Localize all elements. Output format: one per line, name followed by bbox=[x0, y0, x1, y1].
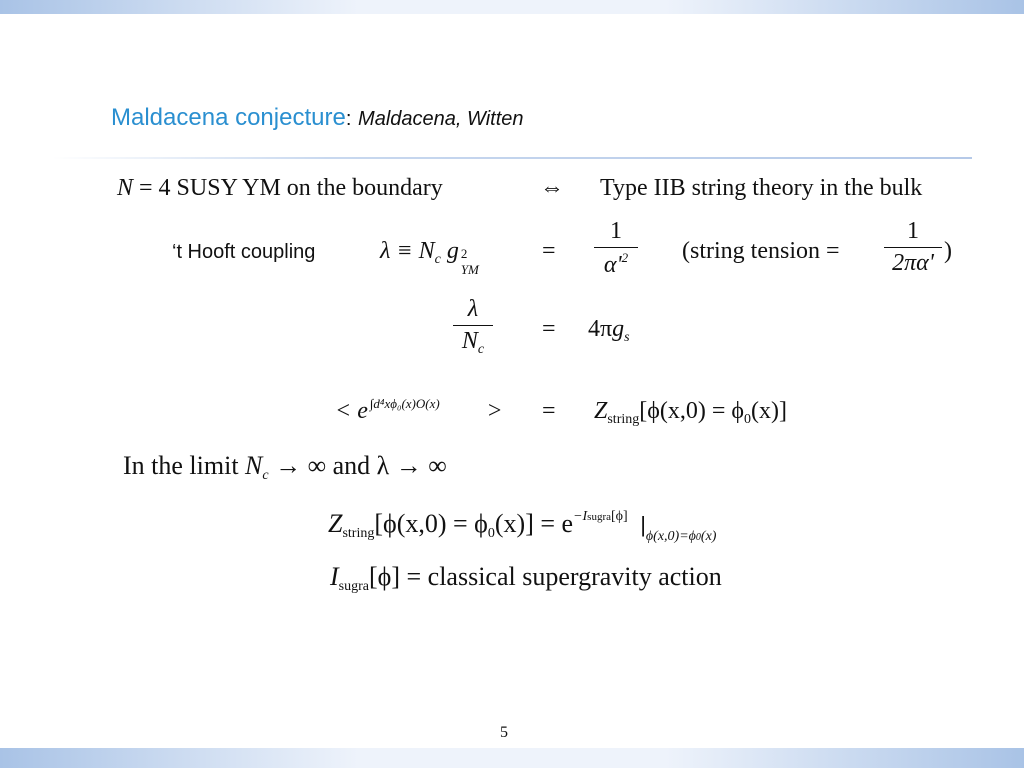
row3-frac-num: λ bbox=[467, 296, 479, 322]
title-main: Maldacena conjecture bbox=[111, 104, 346, 131]
sugra-action-equation bbox=[330, 562, 722, 595]
title-divider bbox=[52, 157, 972, 159]
row2-tension-den: 2πα' bbox=[892, 250, 934, 277]
limit-pre: In the limit bbox=[123, 451, 246, 480]
row4-rhs-end: (x)] bbox=[751, 398, 788, 424]
row3-rhs bbox=[588, 316, 630, 346]
top-decorative-band bbox=[0, 0, 1024, 14]
eq1-exp: −I bbox=[573, 509, 588, 524]
row3-fraction bbox=[453, 296, 493, 358]
row4-rhs bbox=[594, 398, 787, 428]
eq1-eval-sub: 0 bbox=[695, 532, 701, 543]
row2-alpha: α' bbox=[603, 252, 622, 279]
limit-post: → ∞ and λ → ∞ bbox=[268, 451, 447, 480]
row3-4pi: 4π bbox=[588, 316, 613, 342]
eq1-mid: [ϕ(x,0) = ϕ bbox=[374, 509, 488, 538]
row2-coupling-def bbox=[380, 238, 489, 277]
bottom-decorative-band bbox=[0, 748, 1024, 768]
row2-tension-open: (string tension = bbox=[682, 238, 840, 264]
eq1-eval-bar: | bbox=[640, 512, 646, 537]
row4-rhs-sub: 0 bbox=[744, 412, 752, 427]
row3-c: c bbox=[477, 342, 485, 358]
row3-equals: = bbox=[542, 316, 556, 342]
limit-N: N bbox=[245, 451, 263, 480]
row2-g-sup: 2 bbox=[460, 246, 468, 261]
eq1-eval bbox=[646, 529, 717, 544]
eq1-eval-text: ϕ(x,0)=ϕ bbox=[645, 529, 696, 544]
title-authors: Maldacena, Witten bbox=[358, 108, 524, 130]
title-separator: : bbox=[345, 108, 352, 130]
eq1-mid-end: (x)] = e bbox=[494, 509, 574, 538]
row3-s: s bbox=[624, 330, 630, 345]
limit-statement bbox=[123, 451, 447, 484]
row1-left-text: = 4 SUSY YM on the boundary bbox=[133, 175, 443, 201]
eq2-I: I bbox=[330, 562, 339, 591]
eq1-exp-sub: sugra bbox=[587, 511, 611, 523]
row2-tension-fraction bbox=[884, 218, 942, 277]
row2-frac-den bbox=[594, 248, 638, 279]
slide-title bbox=[111, 104, 524, 132]
row1-right: Type IIB string theory in the bulk bbox=[600, 175, 923, 201]
row2-alpha-sup: 2 bbox=[621, 250, 629, 266]
row2-fraction bbox=[594, 218, 638, 279]
limit-c: c bbox=[262, 468, 269, 483]
eq2-rest: [ϕ] = classical supergravity action bbox=[369, 562, 722, 591]
eq1-exponent bbox=[573, 509, 628, 524]
row2-tension-close: ) bbox=[944, 238, 952, 264]
page-number: 5 bbox=[500, 724, 508, 741]
row4-Z-sub: string bbox=[607, 412, 640, 427]
row2-lambda: λ ≡ bbox=[380, 238, 419, 264]
row2-N: N bbox=[418, 238, 435, 264]
row3-N: N bbox=[461, 328, 478, 355]
row2-c: c bbox=[434, 252, 441, 267]
partition-function-equation bbox=[328, 509, 716, 545]
row4-equals: = bbox=[542, 398, 556, 424]
eq1-exp-end: [ϕ] bbox=[611, 509, 628, 524]
row2-g-sub: YM bbox=[460, 262, 479, 277]
eq1-Z-sub: string bbox=[342, 526, 375, 541]
row2-frac-num: 1 bbox=[610, 218, 622, 244]
row4-close: > bbox=[487, 398, 502, 424]
row3-frac-den bbox=[453, 326, 493, 358]
row4-open: < e bbox=[335, 398, 368, 424]
row4-rhs-text: [ϕ(x,0) = ϕ bbox=[639, 398, 745, 424]
eq2-I-sub: sugra bbox=[338, 579, 369, 594]
eq1-mid-sub: 0 bbox=[487, 526, 495, 541]
row2-g: g bbox=[446, 238, 459, 264]
row4-Z: Z bbox=[594, 398, 608, 424]
row4-lhs bbox=[335, 398, 501, 425]
row4-exponent: ∫d⁴xϕ₀(x)O(x) bbox=[369, 396, 440, 411]
row1-left bbox=[117, 175, 443, 202]
row1-N: N bbox=[117, 175, 134, 201]
row2-tension-num: 1 bbox=[907, 218, 919, 244]
eq1-Z: Z bbox=[328, 509, 343, 538]
eq1-eval-end: (x) bbox=[700, 529, 717, 544]
row3-g: g bbox=[612, 316, 625, 342]
row2-equals: = bbox=[542, 238, 556, 264]
row1-equivalence-arrow: ⇔ bbox=[540, 175, 564, 201]
thooft-coupling-label: ‘t Hooft coupling bbox=[172, 241, 316, 263]
